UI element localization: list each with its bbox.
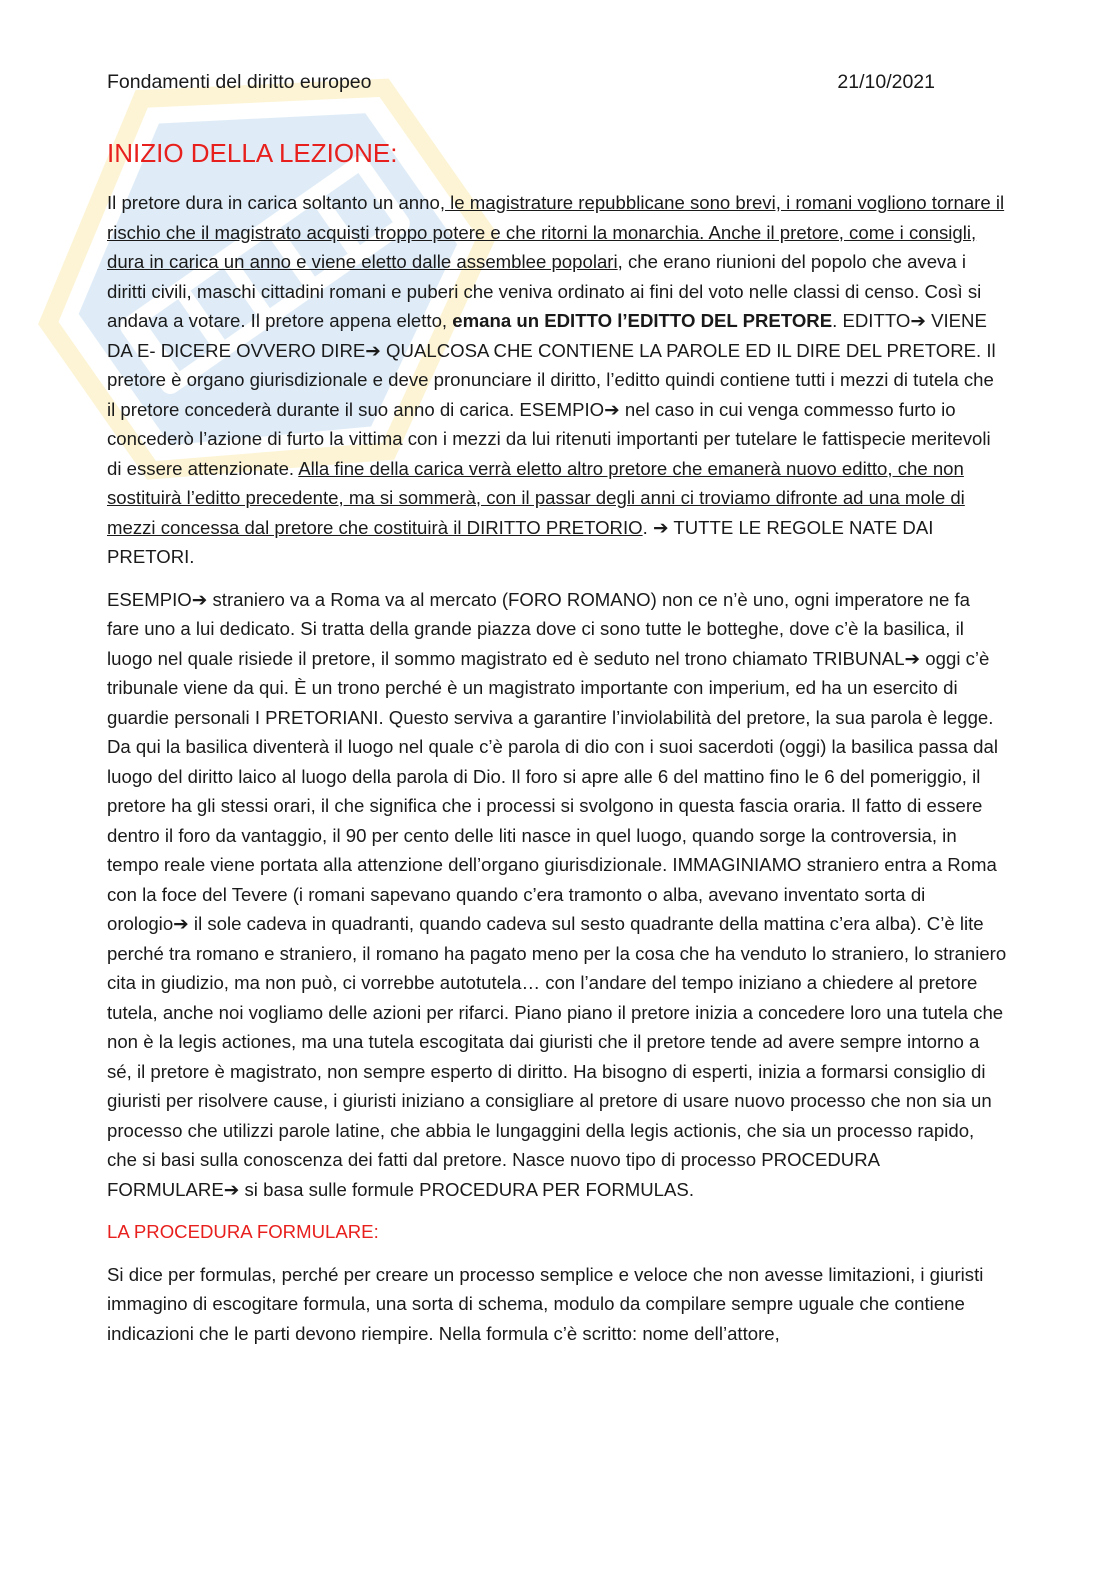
text-run: QUALCOSA CHE CONTIENE LA PAROLE ED IL DIRE DEL PRETORE. Il pretore è organo giurisdizionale e deve pronunciare il diritto, l’editto quindi contiene tutti i mezzi di tutela che il pretore concederà durante il suo anno di carica. ESEMPIO — [107, 339, 996, 420]
text-run: . EDITTO — [832, 310, 911, 331]
text-run: , che erano riunioni del popolo che aveva i diritti civili, maschi cittadini romani e puberi che veniva ordinato ai fini del voto nelle classi di censo. Così si andava a votare. Il pretore appena eletto, — [107, 251, 982, 331]
paragraph-3: Si dice per formulas, perché per creare un processo semplice e veloce che non avesse limitazioni, i giuristi immagino di escogitare formula, una sorta di schema, modulo da compilare sempre uguale che contiene indicazioni che le parti devono riempire. Nella formula c’è scritto: nome dell’attore, — [107, 1263, 984, 1344]
document-body — [107, 136, 1007, 1361]
underlined-text: , le magistrature repubblicane sono brevi, i romani vogliono tornare il rischio che il magistrato acquisti troppo potere e che ritorni la monarchia. Anche il pretore, come i consigli, dura in carica un anno e viene eletto dalle assemblee popolari — [107, 192, 1005, 272]
subsection-title: LA PROCEDURA FORMULARE: — [107, 1221, 379, 1242]
arrow-right-icon: ➔ — [604, 398, 620, 420]
bold-text: emana un EDITTO l’EDITTO DEL PRETORE — [452, 310, 833, 331]
text-run: TUTTE LE REGOLE NATE DAI PRETORI. — [107, 516, 934, 567]
text-run: si basa sulle formule PROCEDURA PER FORMULAS. — [239, 1178, 694, 1200]
paragraph-2 — [107, 585, 1007, 1205]
paragraph-1 — [107, 188, 1007, 572]
lecture-date: 21/10/2021 — [837, 71, 935, 93]
page-header — [107, 69, 935, 95]
arrow-right-icon: ➔ — [365, 339, 381, 361]
arrow-right-icon: ➔ — [910, 310, 926, 331]
arrow-right-icon: ➔ — [173, 913, 189, 934]
text-run: il sole cadeva in quadranti, quando cadeva sul sesto quadrante della mattina c’era alba). C’è lite perché tra romano e straniero, il romano ha pagato meno per la cosa che ha venduto lo straniero, lo straniero cita in giudizio, ma non può, ci vorrebbe autotutela… con l’andare del tempo iniziano a chiedere al pretore tutela, anche noi vogliamo delle azioni per rifarci. Piano piano il pretore inizia a concedere loro una tutela che non è la legis actiones, ma una tutela escogitata dai giuristi che il pretore tende ad avere sempre intorno a sé, il pretore è magistrato, non sempre esperto di diritto. Ha bisogno di esperti, inizia a formarsi consiglio di giuristi per risolvere cause, i giuristi iniziano a consigliare al pretore di usare nuovo processo che non sia un processo che utilizzi parole latine, che abbia le lungaggini della legis actionis, che sia un processo rapido, che si basi sulla conoscenza dei fatti dal pretore. Nasce nuovo tipo di processo PROCEDURA FORMULARE — [107, 913, 1007, 1200]
text-run: oggi c’è tribunale viene da qui. È un trono perché è un magistrato importante con imperium, ed ha un esercito di guardie personali I PRETORIANI. Questo serviva a garantire l’inviolabilità del pretore, la sua parola è legge. Da qui la basilica diventerà il luogo nel quale c’è parola di dio con i suoi sacerdoti (oggi) la basilica passa dal luogo del diritto laico al luogo della parola di Dio. Il foro si apre alle 6 del mattino fino le 6 del pomeriggio, il pretore ha gli stessi orari, il che significa che i processi si svolgono in questa fascia oraria. Il fatto di essere dentro il foro da vantaggio, il 90 per cento delle liti nasce in quel luogo, quando sorge la controversia, in tempo reale viene portata alla attenzione dell’organo giurisdizionale. IMMAGINIAMO straniero entra a Roma con la foce del Tevere (i romani sapevano quando c’era tramonto o alba, avevano inventato sorta di orologio — [107, 647, 998, 934]
underlined-text: Alla fine della carica verrà eletto altro pretore che emanerà nuovo editto, che non sostituirà l’editto precedente, ma si sommerà, con il passar degli anni ci troviamo difronte ad una mole di mezzi concessa dal pretore che costituirà il DIRITTO PRETORIO — [107, 457, 965, 538]
arrow-right-icon: ➔ — [652, 516, 669, 538]
text-run: nel caso in cui venga commesso furto io concederò l’azione di furto la vittima con i mezzi da lui ritenuti importanti per tutelare le fattispecie meritevoli di essere attenzionate. — [107, 398, 991, 479]
arrow-right-icon: ➔ — [191, 588, 208, 610]
arrow-right-icon: ➔ — [904, 647, 921, 669]
course-title: Fondamenti del diritto europeo — [107, 71, 372, 93]
text-run: Il pretore dura in carica soltanto un anno — [107, 192, 440, 213]
text-run: straniero va a Roma va al mercato (FORO ROMANO) non ce n’è uno, ogni imperatore ne fa fare uno a lui dedicato. Si tratta della grande piazza dove ci sono tutte le botteghe, dove c’è la basilica, il luogo nel quale risiede il pretore, il sommo magistrato ed è seduto nel trono chiamato TRIBUNAL — [107, 588, 970, 669]
section-title: INIZIO DELLA LEZIONE: — [107, 138, 398, 168]
text-run: . — [642, 516, 653, 538]
text-run: VIENE DA E- DICERE OVVERO DIRE — [107, 310, 987, 361]
arrow-right-icon: ➔ — [223, 1178, 240, 1200]
text-run: ESEMPIO — [107, 588, 192, 610]
